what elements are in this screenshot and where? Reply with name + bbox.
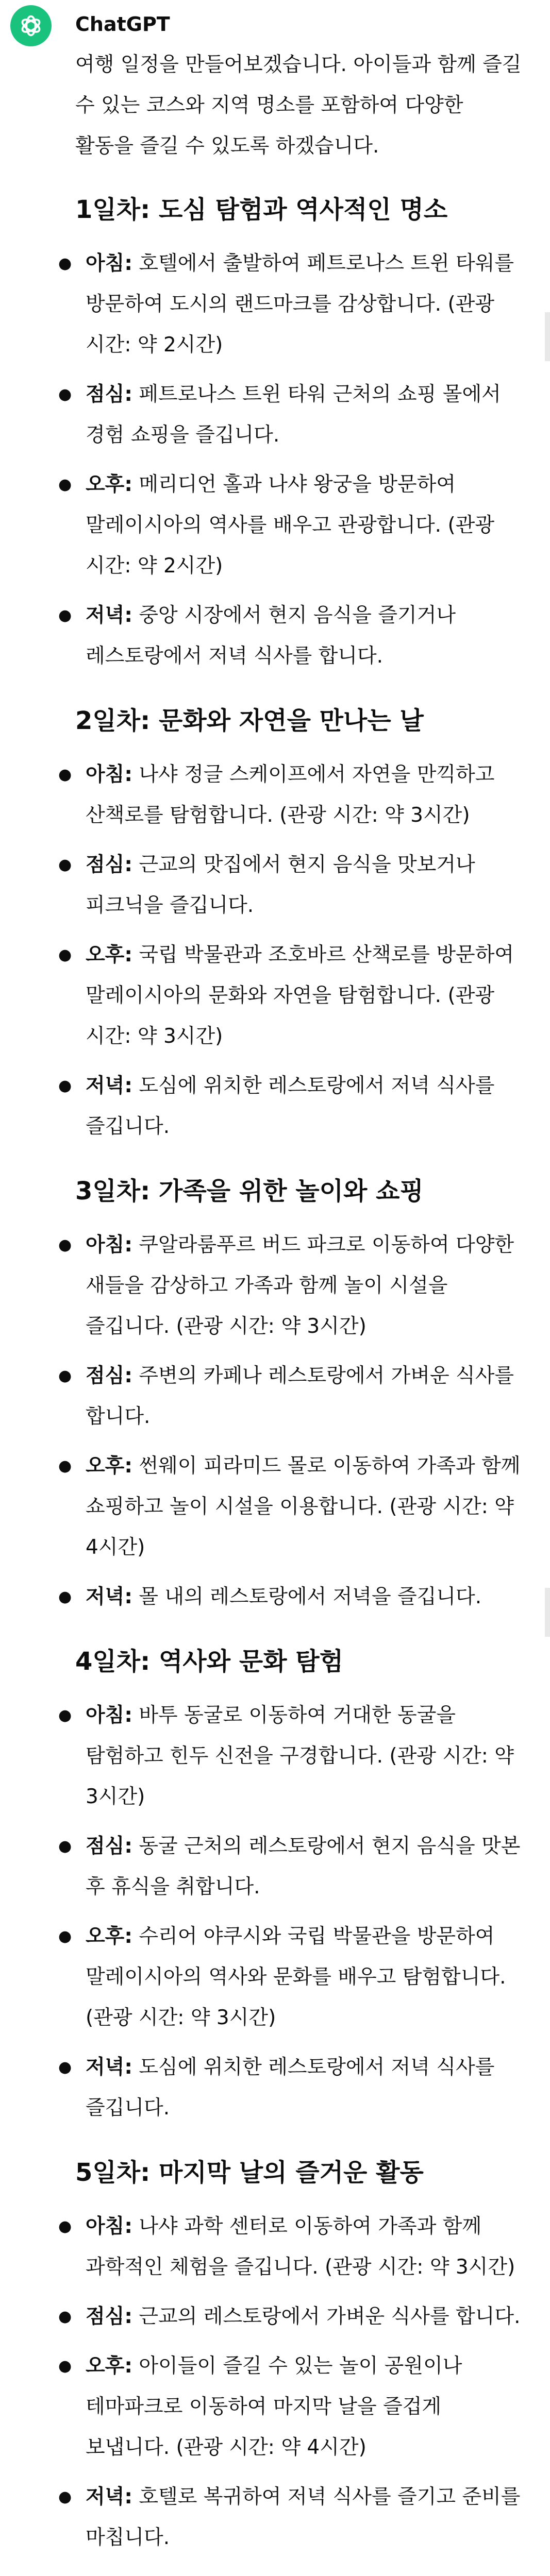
bullet-icon: ● xyxy=(58,2357,72,2375)
openai-logo-icon xyxy=(17,12,45,40)
bullet-icon: ● xyxy=(58,856,72,874)
activity-text: 국립 박물관과 조호바르 산책로를 방문하여 말레이시아의 문화와 자연을 탐험합니다. (관광 시간: 약 3시간) xyxy=(86,943,514,1048)
activity-text: 중앙 시장에서 현지 음식을 즐기거나 레스토랑에서 저녁 식사를 합니다. xyxy=(86,604,456,668)
activity-item xyxy=(58,935,527,1057)
activity-text: 메리디언 홀과 나샤 왕궁을 방문하여 말레이시아의 역사를 배우고 관광합니다. (관광 시간: 약 2시간) xyxy=(86,473,495,578)
activity-time-label: 아침: xyxy=(86,763,132,786)
activity-list xyxy=(58,754,527,1147)
activity-item xyxy=(58,2477,527,2558)
activity-text: 아이들이 즐길 수 있는 놀이 공원이나 테마파크로 이동하여 마지막 날을 즐겁게 보냅니다. (관광 시간: 약 4시간) xyxy=(86,2354,462,2459)
activity-time-label: 저녁: xyxy=(86,1585,132,1608)
bullet-icon: ● xyxy=(58,385,72,403)
activity-text: 나샤 과학 센터로 이동하여 가족과 함께 과학적인 체험을 즐깁니다. (관광 시간: 약 3시간) xyxy=(86,2215,515,2279)
activity-text: 도심에 위치한 레스토랑에서 저녁 식사를 즐깁니다. xyxy=(86,1074,495,1138)
activity-text: 몰 내의 레스토랑에서 저녁을 즐깁니다. xyxy=(132,1585,482,1608)
activity-text: 호텔에서 출발하여 페트로나스 트윈 타워를 방문하여 도시의 랜드마크를 감상합니다. (관광 시간: 약 2시간) xyxy=(86,252,514,357)
activity-item xyxy=(58,754,527,836)
day-title: 2일차: 문화와 자연을 만나는 날 xyxy=(75,706,424,735)
day-section xyxy=(58,2158,527,2558)
activity-text: 호텔로 복귀하여 저녁 식사를 즐기고 준비를 마칩니다. xyxy=(86,2485,521,2549)
author-name: ChatGPT xyxy=(75,13,170,36)
bullet-icon: ● xyxy=(58,766,72,784)
activity-item xyxy=(58,2206,527,2287)
assistant-avatar xyxy=(10,5,52,46)
activity-item xyxy=(58,2296,527,2337)
activity-text: 수리어 야쿠시와 국립 박물관을 방문하여 말레이시아의 역사와 문화를 배우고 탐험합니다. (관광 시간: 약 3시간) xyxy=(86,1925,506,2029)
bullet-icon: ● xyxy=(58,606,72,624)
activity-time-label: 저녁: xyxy=(86,604,132,627)
bullet-icon: ● xyxy=(58,1367,72,1385)
bullet-icon: ● xyxy=(58,2217,72,2235)
bullet-icon: ● xyxy=(58,255,72,273)
bullet-icon: ● xyxy=(58,2308,72,2326)
activity-list xyxy=(58,1225,527,1617)
activity-item xyxy=(58,844,527,926)
day-title: 3일차: 가족을 위한 놀이와 쇼핑 xyxy=(75,1177,424,1206)
message-body xyxy=(58,44,527,2576)
activity-text: 썬웨이 피라미드 몰로 이동하여 가족과 함께 쇼핑하고 놀이 시설을 이용합니다. (관광 시간: 약 4시간) xyxy=(86,1454,521,1559)
activity-list xyxy=(58,2206,527,2558)
activity-time-label: 저녁: xyxy=(86,1074,132,1097)
activity-item xyxy=(58,1826,527,1907)
activity-time-label: 저녁: xyxy=(86,2485,132,2509)
bullet-icon: ● xyxy=(58,1236,72,1254)
activity-item xyxy=(58,1577,527,1617)
activity-item xyxy=(58,374,527,455)
bullet-icon: ● xyxy=(58,1837,72,1855)
activity-text: 근교의 레스토랑에서 가벼운 식사를 합니다. xyxy=(132,2305,521,2328)
activity-item xyxy=(58,595,527,676)
activity-time-label: 점심: xyxy=(86,383,132,406)
activity-text: 주변의 카페나 레스토랑에서 가벼운 식사를 합니다. xyxy=(86,1364,514,1428)
bullet-icon: ● xyxy=(58,1706,72,1724)
activity-time-label: 점심: xyxy=(86,1835,132,1858)
activity-text: 페트로나스 트윈 타워 근처의 쇼핑 몰에서 경험 쇼핑을 즐깁니다. xyxy=(86,383,501,447)
activity-text: 바투 동굴로 이동하여 거대한 동굴을 탐험하고 힌두 신전을 구경합니다. (관광 시간: 약 3시간) xyxy=(86,1704,514,1808)
activity-item xyxy=(58,1065,527,1147)
day-title: 1일차: 도심 탐험과 역사적인 명소 xyxy=(75,195,448,224)
day-section xyxy=(58,1177,527,1617)
bullet-icon: ● xyxy=(58,476,72,494)
activity-list xyxy=(58,1695,527,2128)
activity-time-label: 아침: xyxy=(86,1233,132,1257)
day-section xyxy=(58,195,527,676)
activity-text: 나샤 정글 스케이프에서 자연을 만끽하고 산책로를 탐험합니다. (관광 시간: 약 3시간) xyxy=(86,763,495,827)
activity-item xyxy=(58,1225,527,1347)
bullet-icon: ● xyxy=(58,946,72,964)
bullet-icon: ● xyxy=(58,1077,72,1095)
activity-time-label: 오후: xyxy=(86,473,132,496)
day-title: 4일차: 역사와 문화 탐험 xyxy=(75,1647,344,1676)
day-section xyxy=(58,1647,527,2128)
intro-paragraph: 여행 일정을 만들어보겠습니다. 아이들과 함께 즐길 수 있는 코스와 지역 명소를 포함하여 다양한 활동을 즐길 수 있도록 하겠습니다. xyxy=(75,53,522,158)
activity-time-label: 점심: xyxy=(86,1364,132,1387)
activity-item xyxy=(58,1916,527,2038)
day-section xyxy=(58,706,527,1147)
activity-text: 동굴 근처의 레스토랑에서 현지 음식을 맛본 후 휴식을 취합니다. xyxy=(86,1835,521,1899)
bullet-icon: ● xyxy=(58,2488,72,2506)
activity-time-label: 아침: xyxy=(86,252,132,275)
activity-item xyxy=(58,2047,527,2128)
activity-time-label: 점심: xyxy=(86,2305,132,2328)
activity-item xyxy=(58,2346,527,2468)
activity-item xyxy=(58,1355,527,1437)
activity-time-label: 오후: xyxy=(86,1925,132,1948)
activity-time-label: 아침: xyxy=(86,1704,132,1727)
activity-text: 쿠알라룸푸르 버드 파크로 이동하여 다양한 새들을 감상하고 가족과 함께 놀이 시설을 즐깁니다. (관광 시간: 약 3시간) xyxy=(86,1233,514,1338)
bullet-icon: ● xyxy=(58,2058,72,2076)
activity-item xyxy=(58,243,527,365)
activity-item xyxy=(58,464,527,586)
scrollbar-marker xyxy=(545,312,550,361)
day-title: 5일차: 마지막 날의 즐거운 활동 xyxy=(75,2158,424,2187)
activity-time-label: 점심: xyxy=(86,853,132,876)
activity-time-label: 오후: xyxy=(86,2354,132,2378)
activity-time-label: 오후: xyxy=(86,1454,132,1478)
bullet-icon: ● xyxy=(58,1588,72,1606)
scrollbar-marker xyxy=(545,1588,550,1637)
activity-item xyxy=(58,1695,527,1817)
activity-time-label: 오후: xyxy=(86,943,132,967)
activity-list xyxy=(58,243,527,676)
activity-time-label: 저녁: xyxy=(86,2056,132,2079)
bullet-icon: ● xyxy=(58,1457,72,1475)
activity-text: 근교의 맛집에서 현지 음식을 맛보거나 피크닉을 즐깁니다. xyxy=(86,853,475,917)
activity-text: 도심에 위치한 레스토랑에서 저녁 식사를 즐깁니다. xyxy=(86,2056,495,2120)
activity-item xyxy=(58,1446,527,1568)
bullet-icon: ● xyxy=(58,1927,72,1945)
activity-time-label: 아침: xyxy=(86,2215,132,2238)
